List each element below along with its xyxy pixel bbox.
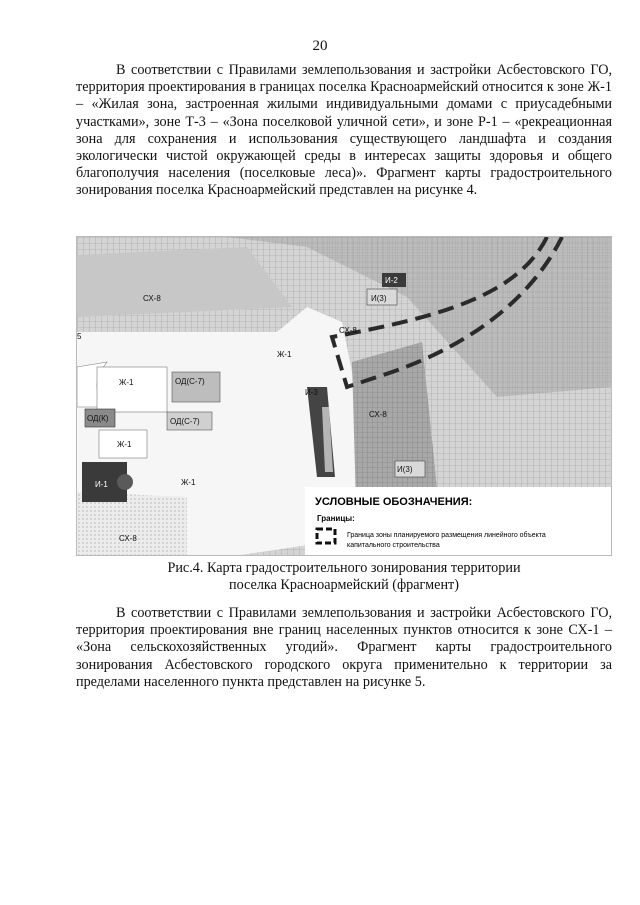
label-od-s7-a: ОД(С-7)	[175, 377, 205, 386]
label-sx8-right: СХ-8	[369, 410, 387, 419]
label-od-k: ОД(К)	[87, 414, 109, 423]
zoning-map-figure	[76, 236, 612, 556]
label-zh1-left: Ж-1	[119, 378, 134, 387]
engineering-zone-i1-mark	[117, 474, 133, 490]
zoning-map	[77, 237, 612, 556]
legend-item-line1: Граница зоны планируемого размещения линейного объекта	[347, 532, 546, 539]
label-sx8-top: СХ-8	[143, 294, 161, 303]
label-sx8-bottom: СХ-8	[119, 534, 137, 543]
paragraph-zoning-settlement: В соответствии с Правилами землепользования и застройки Асбестовского ГО, территория проектирования в границах поселка Красноармейский относится к зоне Ж-1 – «Жилая зона, застроенная жилыми индивидуальными домами с приусадебными участками», зоне Т-3 – «Зона поселковой уличной сети», и зоне Р-1 – «рекреационная зона для сохранения и использования существующего ландшафта и создания экологически чистой окружающей среды в интересах защиты здоровья и общего благополучия населения (поселковые леса)». Фрагмент карты градостроительного зонирования поселка Красноармейский представлен на рисунке 4.	[76, 62, 612, 199]
figure-caption	[76, 560, 612, 594]
label-i2: И-2	[385, 276, 398, 285]
legend-title: УСЛОВНЫЕ ОБОЗНАЧЕНИЯ:	[315, 496, 473, 508]
legend-subtitle: Границы:	[317, 514, 355, 523]
paragraph-zoning-outside: В соответствии с Правилами землепользования и застройки Асбестовского ГО, территория проектирования вне границ населенных пунктов относится к зоне СХ-1 – «Зона сельскохозяйственных угодий». Фрагмент карты градостроительного зонирования Асбестовского городского округа применительно к территории за пределами населенного пункта представлен на рисунке 5.	[76, 605, 612, 690]
label-zh1-small: Ж-1	[117, 440, 132, 449]
legend-item-line2: капитального строительства	[347, 542, 440, 549]
label-edge-number: 5	[77, 332, 82, 341]
label-od-s7-b: ОД(С-7)	[170, 417, 200, 426]
label-i3-mid: И-3	[305, 388, 318, 397]
residential-block-zh1	[97, 367, 167, 412]
caption-line2: поселка Красноармейский (фрагмент)	[229, 577, 459, 593]
page-number: 20	[312, 38, 328, 54]
label-zh1-upper: Ж-1	[277, 350, 292, 359]
label-i3-bottom: И(3)	[397, 465, 413, 474]
label-sx8-mid: СХ-8	[339, 326, 357, 335]
label-i1: И-1	[95, 480, 108, 489]
caption-line1: Рис.4. Карта градостроительного зонирования территории	[167, 560, 521, 576]
label-zh1-lower: Ж-1	[181, 478, 196, 487]
label-i3-top: И(3)	[371, 294, 387, 303]
